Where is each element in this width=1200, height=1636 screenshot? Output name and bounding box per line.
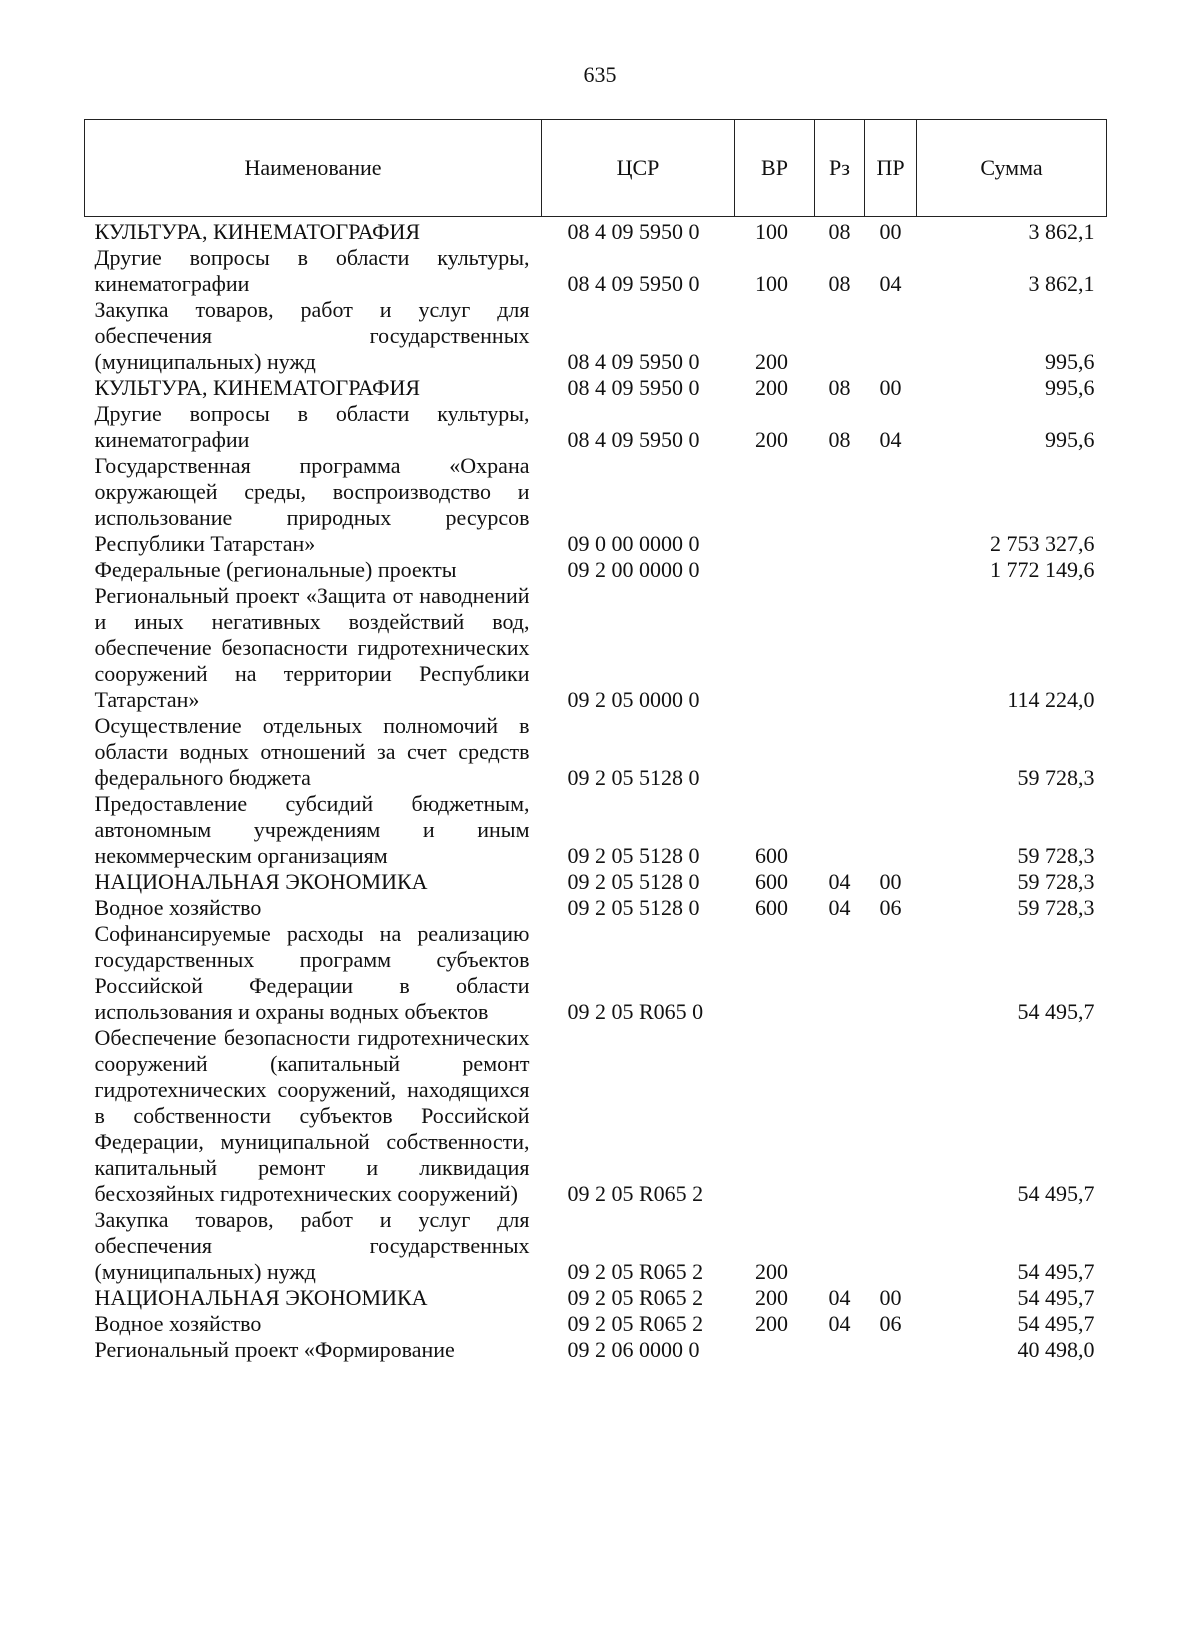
cell-pr [865, 921, 917, 1025]
table-row [85, 583, 1107, 713]
cell-pr [865, 297, 917, 375]
header-pr: ПР [865, 120, 917, 217]
cell-pr [865, 583, 917, 713]
cell-name: Другие вопросы в области культуры, кинематографии [94, 245, 530, 296]
table-row [85, 1025, 1107, 1207]
cell-vr: 200 [755, 1311, 788, 1336]
cell-name: КУЛЬТУРА, КИНЕМАТОГРАФИЯ [94, 219, 421, 244]
table-row [85, 401, 1107, 453]
table-row [85, 713, 1107, 791]
cell-rz [815, 1337, 865, 1363]
cell-pr: 00 [879, 375, 902, 400]
cell-rz [815, 583, 865, 713]
cell-sum: 54 495,7 [1017, 999, 1095, 1024]
cell-csr: 09 2 05 R065 2 [567, 1181, 704, 1206]
table-row [85, 791, 1107, 869]
budget-table [84, 119, 1107, 1363]
cell-csr: 09 2 00 0000 0 [567, 557, 700, 582]
cell-vr [735, 453, 815, 557]
cell-sum: 54 495,7 [1017, 1311, 1095, 1336]
cell-sum: 59 728,3 [1017, 843, 1095, 868]
table-body [85, 217, 1107, 1364]
cell-csr: 09 2 05 R065 0 [567, 999, 704, 1024]
cell-sum: 995,6 [1045, 349, 1095, 374]
cell-vr: 200 [755, 427, 788, 452]
header-csr: ЦСР [542, 120, 735, 217]
cell-csr: 09 2 05 R065 2 [567, 1311, 704, 1336]
cell-rz: 08 [828, 271, 851, 296]
cell-rz: 08 [828, 219, 851, 244]
cell-pr [865, 1337, 917, 1363]
cell-sum: 59 728,3 [1017, 765, 1095, 790]
cell-rz: 04 [828, 895, 851, 920]
cell-vr: 200 [755, 349, 788, 374]
cell-pr [865, 1025, 917, 1207]
cell-csr: 08 4 09 5950 0 [567, 427, 700, 452]
cell-csr: 09 2 05 5128 0 [567, 765, 700, 790]
cell-rz: 04 [828, 1285, 851, 1310]
table-row [85, 1285, 1107, 1311]
table-row [85, 1207, 1107, 1285]
cell-pr [865, 1207, 917, 1285]
cell-name: Осуществление отдельных полномочий в области водных отношений за счет средств федерального бюджета [94, 713, 530, 790]
cell-csr: 08 4 09 5950 0 [567, 375, 700, 400]
cell-sum: 995,6 [1045, 427, 1095, 452]
cell-name: Региональный проект «Защита от наводнений и иных негативных воздействий вод, обеспечение безопасности гидротехнических сооружений на территории Республики Татарстан» [94, 583, 530, 712]
cell-csr: 08 4 09 5950 0 [567, 219, 700, 244]
cell-name: НАЦИОНАЛЬНАЯ ЭКОНОМИКА [94, 869, 428, 894]
header-name: Наименование [85, 120, 542, 217]
cell-name: Софинансируемые расходы на реализацию государственных программ субъектов Российской Федерации в области использования и охраны водных объектов [94, 921, 530, 1024]
cell-pr: 04 [879, 271, 902, 296]
cell-vr: 600 [755, 843, 788, 868]
cell-sum: 2 753 327,6 [990, 531, 1095, 556]
cell-vr: 200 [755, 375, 788, 400]
cell-rz: 04 [828, 869, 851, 894]
cell-name: КУЛЬТУРА, КИНЕМАТОГРАФИЯ [94, 375, 421, 400]
table-row [85, 245, 1107, 297]
cell-csr: 08 4 09 5950 0 [567, 271, 700, 296]
cell-vr: 600 [755, 895, 788, 920]
cell-sum: 54 495,7 [1017, 1181, 1095, 1206]
cell-csr: 08 4 09 5950 0 [567, 349, 700, 374]
cell-vr: 200 [755, 1285, 788, 1310]
cell-csr: 09 2 05 5128 0 [567, 869, 700, 894]
cell-sum: 54 495,7 [1017, 1285, 1095, 1310]
cell-sum: 1 772 149,6 [990, 557, 1095, 582]
cell-rz: 08 [828, 375, 851, 400]
cell-sum: 114 224,0 [1007, 687, 1095, 712]
cell-sum: 54 495,7 [1017, 1259, 1095, 1284]
cell-sum: 3 862,1 [1028, 271, 1095, 296]
cell-vr [735, 921, 815, 1025]
cell-pr [865, 713, 917, 791]
cell-pr: 06 [879, 895, 902, 920]
cell-name: Федеральные (региональные) проекты [94, 557, 457, 582]
table-row [85, 217, 1107, 246]
table-row [85, 1337, 1107, 1363]
cell-csr: 09 2 05 0000 0 [567, 687, 700, 712]
cell-pr: 00 [879, 869, 902, 894]
cell-pr [865, 557, 917, 583]
table-row [85, 895, 1107, 921]
cell-csr: 09 2 06 0000 0 [567, 1337, 700, 1362]
cell-pr [865, 791, 917, 869]
cell-name: Водное хозяйство [94, 895, 262, 920]
cell-name: Предоставление субсидий бюджетным, автономным учреждениям и иным некоммерческим организациям [94, 791, 530, 868]
cell-csr: 09 2 05 5128 0 [567, 843, 700, 868]
cell-name: Обеспечение безопасности гидротехнических сооружений (капитальный ремонт гидротехнических сооружений, находящихся в собственности субъектов Российской Федерации, муниципальной собственности, капитальный ремонт и ликвидация бесхозяйных гидротехнических сооружений) [94, 1025, 530, 1206]
cell-name: Региональный проект «Формирование [94, 1337, 455, 1362]
table-row [85, 453, 1107, 557]
cell-rz [815, 1207, 865, 1285]
cell-sum: 995,6 [1045, 375, 1095, 400]
cell-rz [815, 297, 865, 375]
cell-name: Водное хозяйство [94, 1311, 262, 1336]
cell-pr: 00 [879, 1285, 902, 1310]
table-row [85, 1311, 1107, 1337]
cell-vr [735, 1025, 815, 1207]
cell-vr [735, 583, 815, 713]
table-row [85, 557, 1107, 583]
cell-pr: 00 [879, 219, 902, 244]
cell-vr: 100 [755, 271, 788, 296]
cell-vr [735, 713, 815, 791]
cell-sum: 59 728,3 [1017, 869, 1095, 894]
cell-rz [815, 1025, 865, 1207]
cell-pr [865, 453, 917, 557]
cell-rz: 04 [828, 1311, 851, 1336]
cell-csr: 09 2 05 R065 2 [567, 1285, 704, 1310]
cell-rz [815, 557, 865, 583]
cell-rz [815, 921, 865, 1025]
cell-sum: 40 498,0 [1017, 1337, 1095, 1362]
cell-rz [815, 791, 865, 869]
cell-csr: 09 0 00 0000 0 [567, 531, 700, 556]
table-row [85, 921, 1107, 1025]
header-sum: Сумма [917, 120, 1107, 217]
cell-name: Закупка товаров, работ и услуг для обеспечения государственных (муниципальных) нужд [94, 1207, 530, 1284]
cell-vr: 200 [755, 1259, 788, 1284]
cell-name: Государственная программа «Охрана окружающей среды, воспроизводство и использование природных ресурсов Республики Татарстан» [94, 453, 530, 556]
table-row [85, 375, 1107, 401]
table-row [85, 297, 1107, 375]
cell-csr: 09 2 05 5128 0 [567, 895, 700, 920]
cell-vr [735, 557, 815, 583]
cell-rz [815, 453, 865, 557]
table-header [85, 120, 1107, 217]
cell-rz: 08 [828, 427, 851, 452]
cell-sum: 3 862,1 [1028, 219, 1095, 244]
cell-name: НАЦИОНАЛЬНАЯ ЭКОНОМИКА [94, 1285, 428, 1310]
header-vr: ВР [735, 120, 815, 217]
cell-csr: 09 2 05 R065 2 [567, 1259, 704, 1284]
cell-name: Закупка товаров, работ и услуг для обеспечения государственных (муниципальных) нужд [94, 297, 530, 374]
cell-rz [815, 713, 865, 791]
cell-vr: 600 [755, 869, 788, 894]
cell-pr: 06 [879, 1311, 902, 1336]
cell-name: Другие вопросы в области культуры, кинематографии [94, 401, 530, 452]
cell-pr: 04 [879, 427, 902, 452]
cell-sum: 59 728,3 [1017, 895, 1095, 920]
header-rz: Рз [815, 120, 865, 217]
cell-vr: 100 [755, 219, 788, 244]
cell-vr [735, 1337, 815, 1363]
table-row [85, 869, 1107, 895]
page-number: 635 [583, 62, 617, 87]
